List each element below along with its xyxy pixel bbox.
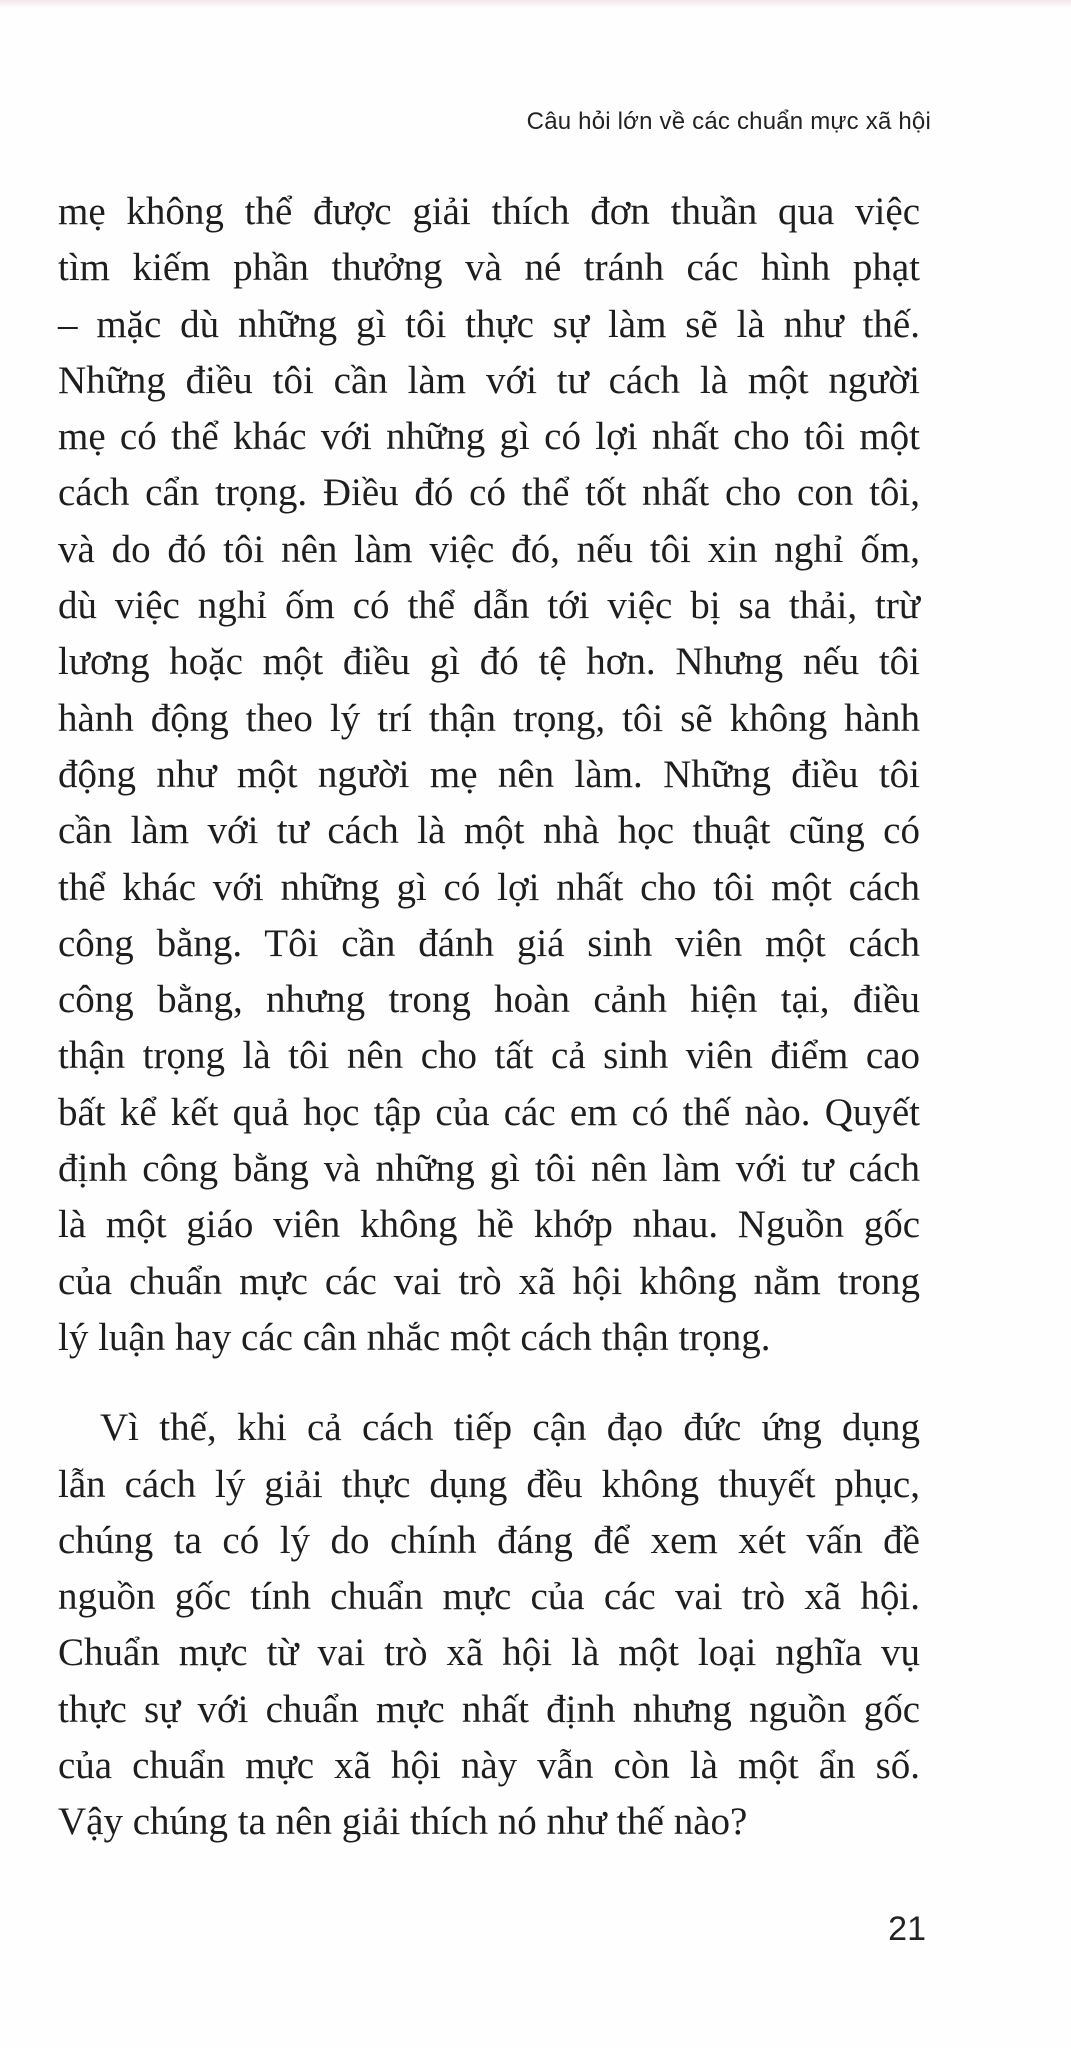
paragraph-2 (58, 1400, 920, 1850)
text-line: chúng ta có lý do chính đáng để xem xét vấn đề (58, 1518, 920, 1562)
text-line: Những điều tôi cần làm với tư cách là một người (58, 358, 920, 402)
running-header: Câu hỏi lớn về các chuẩn mực xã hội (526, 108, 931, 135)
text-line: hành động theo lý trí thận trọng, tôi sẽ không hành (58, 696, 920, 740)
text-line: thực sự với chuẩn mực nhất định nhưng nguồn gốc (58, 1687, 920, 1731)
text-line: lẫn cách lý giải thực dụng đều không thuyết phục, (58, 1462, 920, 1506)
text-line: Chuẩn mực từ vai trò xã hội là một loại nghĩa vụ (58, 1631, 920, 1675)
text-line: định công bằng và những gì tôi nên làm với tư cách (58, 1147, 920, 1191)
text-line: dù việc nghỉ ốm có thể dẫn tới việc bị sa thải, trừ (58, 584, 920, 628)
text-line: – mặc dù những gì tôi thực sự làm sẽ là như thế. (58, 302, 920, 346)
text-line: là một giáo viên không hề khớp nhau. Nguồn gốc (58, 1203, 920, 1247)
text-line: tìm kiếm phần thưởng và né tránh các hình phạt (58, 246, 920, 290)
text-line: của chuẩn mực các vai trò xã hội không nằm trong (58, 1259, 920, 1303)
text-line: công bằng. Tôi cần đánh giá sinh viên một cách (58, 921, 920, 965)
text-line: Vì thế, khi cả cách tiếp cận đạo đức ứng dụng (100, 1406, 920, 1450)
text-line: lương hoặc một điều gì đó tệ hơn. Nhưng nếu tôi (58, 640, 920, 684)
text-line: động như một người mẹ nên làm. Những điều tôi (58, 752, 920, 796)
text-line: công bằng, nhưng trong hoàn cảnh hiện tại, điều (58, 978, 920, 1022)
text-line: cách cẩn trọng. Điều đó có thể tốt nhất cho con tôi, (58, 471, 920, 515)
text-line: của chuẩn mực xã hội này vẫn còn là một ẩn số. (58, 1744, 920, 1788)
text-line: bất kể kết quả học tập của các em có thế nào. Quyết (58, 1090, 920, 1134)
text-line: mẹ không thể được giải thích đơn thuần qua việc (58, 190, 920, 233)
text-line: và do đó tôi nên làm việc đó, nếu tôi xin nghỉ ốm, (58, 527, 920, 571)
text-line: cần làm với tư cách là một nhà học thuật cũng có (58, 809, 920, 853)
text-line: thể khác với những gì có lợi nhất cho tôi một cách (58, 865, 920, 909)
text-line: lý luận hay các cân nhắc một cách thận trọng. (58, 1315, 771, 1359)
page-top-edge (0, 0, 1071, 8)
text-line: thận trọng là tôi nên cho tất cả sinh viên điểm cao (58, 1034, 920, 1078)
page-number: 21 (888, 1910, 926, 1948)
body-text (58, 184, 920, 1851)
text-line: nguồn gốc tính chuẩn mực của các vai trò xã hội. (58, 1575, 920, 1619)
text-line: Vậy chúng ta nên giải thích nó như thế nào? (58, 1800, 748, 1844)
text-line: mẹ có thể khác với những gì có lợi nhất cho tôi một (58, 415, 920, 459)
paragraph-1 (58, 184, 920, 1366)
